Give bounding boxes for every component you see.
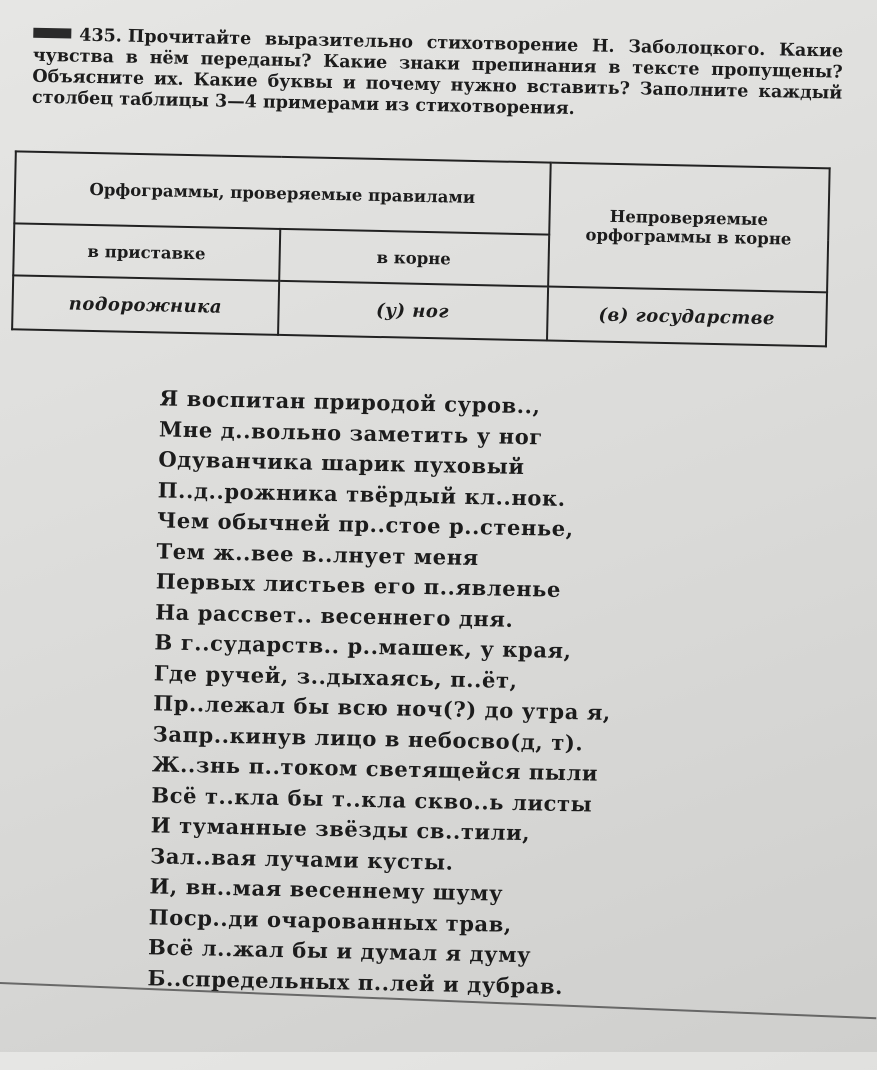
poem-line: В г..сударств.. р..машек, у края, bbox=[154, 629, 572, 664]
poem-line: П..д..рожника твёрдый кл..нок. bbox=[157, 476, 566, 511]
task-paragraph bbox=[32, 24, 844, 125]
example-unchecked: (в) государстве bbox=[547, 287, 828, 347]
poem-line: И туманные звёзды св..тили, bbox=[150, 812, 531, 846]
subheader-prefix: в приставке bbox=[13, 223, 280, 281]
poem-line: Одуванчика шарик пуховый bbox=[158, 446, 525, 480]
poem-line: Всё л..жал бы и думал я думу bbox=[147, 934, 532, 968]
poem-line: Зал..вая лучами кусты. bbox=[149, 842, 454, 875]
poem-line: Мне д..вольно заметить у ног bbox=[158, 415, 544, 449]
task-text: Прочитайте выразительно стихотворение Н. Заболоцкого. Какие чувства в нём переданы? Какие знаки препинания в тексте пропущены? Объясните их. Какие буквы и почему нужно вставить? Заполните каждый столбец таблицы 3—4 примерами из стихотворения. bbox=[31, 26, 844, 119]
poem-line: Пр..лежал бы всю ноч(?) до утра я, bbox=[153, 690, 612, 725]
poem-line: Ж..знь п..током светящейся пыли bbox=[151, 751, 599, 786]
poem-line: Первых листьев его п..явленье bbox=[155, 568, 562, 602]
task-number: 435. bbox=[79, 25, 123, 47]
example-prefix: подорожника bbox=[12, 275, 279, 335]
poem-line: На рассвет.. весеннего дня. bbox=[154, 598, 514, 632]
spelling-table bbox=[11, 150, 831, 347]
poem bbox=[147, 383, 800, 1006]
poem-line: Б..спредельных п..лей и дубрав. bbox=[147, 964, 564, 999]
poem-line: Тем ж..вее в..лнует меня bbox=[156, 537, 480, 570]
header-unchecked-spellings: Непроверяемые орфограммы в корне bbox=[548, 163, 830, 293]
subheader-root: в корне bbox=[279, 229, 549, 287]
exercise-marker-icon bbox=[33, 27, 71, 38]
poem-line: Всё т..кла бы т..кла скво..ь листы bbox=[151, 781, 593, 817]
header-checked-spellings: Орфограммы, проверяемые правилами bbox=[14, 151, 550, 234]
poem-line: Запр..кинув лицо в небосво(д, т). bbox=[152, 720, 584, 755]
poem-line: Чем обычней пр..стое р..стенье, bbox=[156, 507, 574, 542]
poem-line: Я воспитан природой суров.., bbox=[159, 385, 541, 419]
poem-line: Поср..ди очарованных трав, bbox=[148, 903, 513, 937]
poem-line: И, вн..мая весеннему шуму bbox=[149, 873, 504, 906]
example-root: (у) ног bbox=[278, 281, 548, 341]
poem-line: Где ручей, з..дыхаясь, п..ёт, bbox=[153, 659, 518, 693]
